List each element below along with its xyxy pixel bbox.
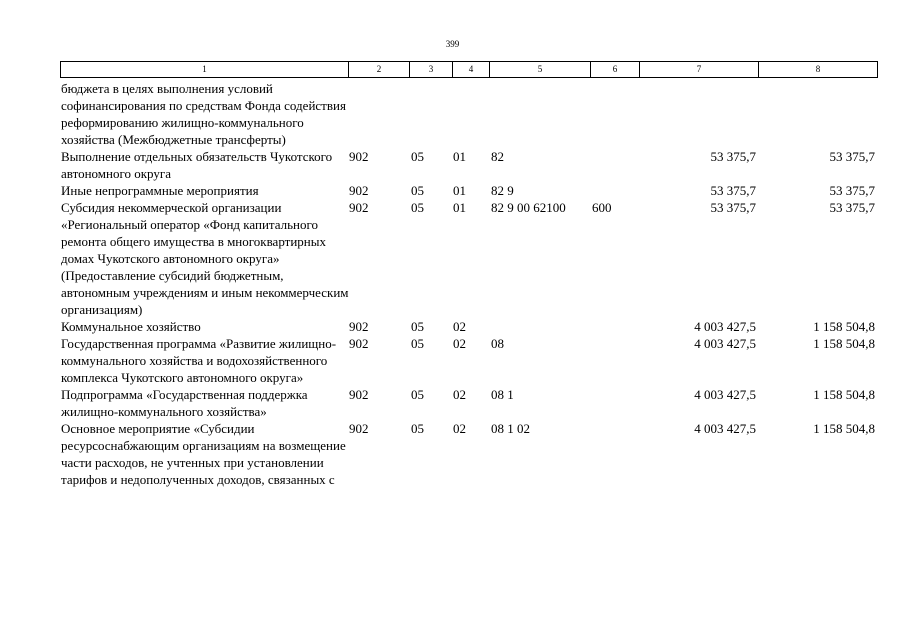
row-name: Выполнение отдельных обязательств Чукотского автономного округа	[61, 149, 333, 181]
header-col-5: 5	[490, 62, 591, 78]
row-name: Государственная программа «Развитие жилищно-коммунального хозяйства и водохозяйственного комплекса Чукотского автономного округа»	[61, 336, 337, 385]
row-name: Подпрограмма «Государственная поддержка жилищно-коммунального хозяйства»	[61, 387, 308, 419]
row-name: Субсидия некоммерческой организации «Региональный оператор «Фонд капитального ремонта общего имущества в многоквартирных домах Чукотского автономного округа» (Предоставление субсидий бюджетным, автономным учреждениям и иным некоммерческим организациям)	[61, 200, 349, 317]
row-amount-col7: 53 375,7	[710, 149, 756, 164]
row-subsection-code: 01	[453, 200, 466, 215]
row-subsection-code: 02	[453, 387, 466, 402]
row-amount-col8: 53 375,7	[829, 200, 875, 215]
table-row	[61, 182, 881, 199]
header-col-3: 3	[410, 62, 453, 78]
row-subsection-code: 02	[453, 336, 466, 351]
row-ministry-code: 902	[349, 319, 369, 334]
row-target-article: 08	[491, 336, 504, 351]
table-row	[61, 318, 881, 335]
row-ministry-code: 902	[349, 387, 369, 402]
row-ministry-code: 902	[349, 149, 369, 164]
row-name: бюджета в целях выполнения условий софинансирования по средствам Фонда содействия реформированию жилищно-коммунального хозяйства (Межбюджетные трансферты)	[61, 81, 346, 147]
row-amount-col7: 4 003 427,5	[694, 319, 756, 334]
row-ministry-code: 902	[349, 200, 369, 215]
row-subsection-code: 02	[453, 421, 466, 436]
row-expense-type: 600	[592, 200, 612, 215]
table-row	[61, 420, 881, 488]
table-row	[61, 386, 881, 420]
row-name: Иные непрограммные мероприятия	[61, 183, 259, 198]
row-target-article: 08 1	[491, 387, 514, 402]
table-row	[61, 148, 881, 182]
row-section-code: 05	[411, 421, 424, 436]
row-section-code: 05	[411, 183, 424, 198]
row-name: Коммунальное хозяйство	[61, 319, 201, 334]
table-row	[61, 199, 881, 318]
row-target-article: 82 9 00 62100	[491, 200, 566, 215]
row-ministry-code: 902	[349, 183, 369, 198]
header-col-2: 2	[349, 62, 410, 78]
row-amount-col8: 1 158 504,8	[813, 336, 875, 351]
row-section-code: 05	[411, 200, 424, 215]
row-amount-col8: 1 158 504,8	[813, 319, 875, 334]
header-col-7: 7	[640, 62, 759, 78]
row-section-code: 05	[411, 387, 424, 402]
row-amount-col7: 4 003 427,5	[694, 421, 756, 436]
row-amount-col7: 53 375,7	[710, 200, 756, 215]
column-number-header	[60, 61, 878, 78]
header-col-1: 1	[61, 62, 349, 78]
row-amount-col7: 4 003 427,5	[694, 387, 756, 402]
row-amount-col8: 53 375,7	[829, 183, 875, 198]
page-number: 399	[445, 39, 460, 49]
header-col-4: 4	[453, 62, 490, 78]
row-subsection-code: 01	[453, 149, 466, 164]
row-subsection-code: 02	[453, 319, 466, 334]
table-row	[61, 80, 881, 148]
row-target-article: 08 1 02	[491, 421, 530, 436]
budget-table-body	[61, 80, 881, 488]
table-row	[61, 335, 881, 386]
row-amount-col7: 53 375,7	[710, 183, 756, 198]
row-amount-col8: 53 375,7	[829, 149, 875, 164]
row-section-code: 05	[411, 319, 424, 334]
row-name: Основное мероприятие «Субсидии ресурсоснабжающим организациям на возмещение части расходов, не учтенных при установлении тарифов и недополученных доходов, связанных с	[61, 421, 346, 487]
row-amount-col8: 1 158 504,8	[813, 421, 875, 436]
header-col-6: 6	[591, 62, 640, 78]
row-section-code: 05	[411, 149, 424, 164]
row-amount-col7: 4 003 427,5	[694, 336, 756, 351]
row-ministry-code: 902	[349, 336, 369, 351]
row-target-article: 82 9	[491, 183, 514, 198]
row-amount-col8: 1 158 504,8	[813, 387, 875, 402]
row-target-article: 82	[491, 149, 504, 164]
header-col-8: 8	[759, 62, 878, 78]
row-ministry-code: 902	[349, 421, 369, 436]
row-section-code: 05	[411, 336, 424, 351]
header-row	[61, 62, 878, 78]
row-subsection-code: 01	[453, 183, 466, 198]
